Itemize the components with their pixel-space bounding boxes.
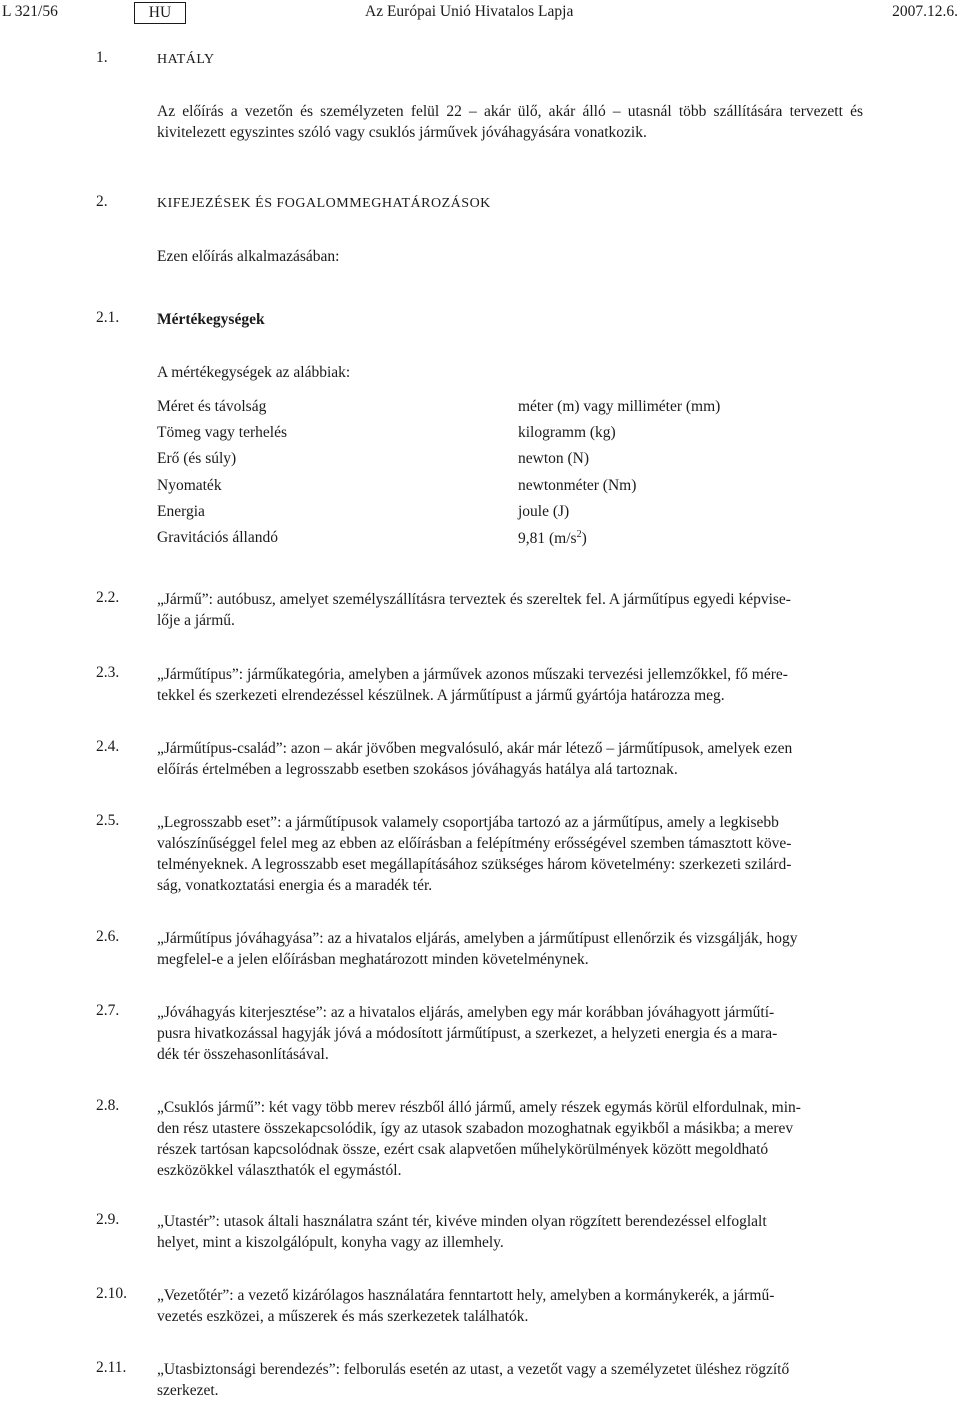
definition-number: 2.11.: [96, 1359, 127, 1376]
text-line: den rész utastere összekapcsolódik, így az utasok szabadon mozoghatnak egyikből a másikba; a merev: [157, 1120, 794, 1137]
page-header: [0, 3, 960, 25]
text-line: „Jóváhagyás kiterjesztése”: az a hivatalos eljárás, amelyben egy már korábban jóváhagyott járműtí-: [157, 1004, 775, 1021]
text-line: „Csuklós jármű”: két vagy több merev részből álló jármű, amely részek egymás körül elfordulnak, min-: [157, 1099, 801, 1116]
unit-row: [157, 529, 857, 555]
unit-value: joule (J): [518, 502, 570, 520]
definition-text: [157, 1211, 863, 1253]
text-line: „Utastér”: utasok általi használatra szánt tér, kivéve minden olyan rögzített berendezéssel elfoglalt: [157, 1213, 767, 1230]
definition-text: [157, 812, 863, 896]
unit-label: Erő (és súly): [157, 450, 237, 468]
text-line: „Járműtípus-család”: azon – akár jövőben megvalósuló, akár már létező – járműtípusok, amelyek ezen: [157, 740, 793, 757]
definition-text: [157, 1285, 863, 1327]
section-intro: Ezen előírás alkalmazásában:: [157, 248, 340, 265]
text-line: „Jármű”: autóbusz, amelyet személyszállításra terveztek és szereltek fel. A járműtípus egyedi képvise-: [157, 591, 791, 608]
definition-number: 2.4.: [96, 738, 120, 755]
section-number: 2.: [96, 193, 108, 210]
text-line: részek tartósan kapcsolódnak össze, ezért csak alapvetően műhelykörülmények között megoldható: [157, 1141, 769, 1158]
text-line: „Utasbiztonsági berendezés”: felborulás esetén az utast, a vezetőt vagy a személyzetet üléshez rögzítő: [157, 1361, 790, 1378]
paragraph: Az előírás a vezetőn és személyzeten felül 22 – akár ülő, akár álló – utasnál több szállítására tervezett és kivitelezett egyszintes szóló vagy csuklós járművek jóváhagyására vonatkozik.: [157, 103, 863, 141]
definition-text: [157, 928, 863, 970]
section-title: KIFEJEZÉSEK ÉS FOGALOMMEGHATÁROZÁSOK: [157, 196, 491, 211]
unit-value: méter (m) vagy milliméter (mm): [518, 398, 721, 415]
text-line: „Járműtípus”: járműkategória, amelyben a járművek azonos műszaki tervezési jellemzőkkel, fő mére-: [157, 666, 788, 683]
unit-label: Méret és távolság: [157, 398, 267, 415]
page-number: L 321/56: [2, 3, 58, 20]
definition-text: [157, 1002, 863, 1065]
text-line: telményeknek. A legrosszabb eset megállapításához szükséges három követelmény: szerkezeti szilárd-: [157, 856, 792, 873]
subsection-number: 2.1.: [96, 309, 120, 326]
unit-label: Energia: [157, 502, 205, 520]
text-line: eszközökkel választhatók el egymástól.: [157, 1162, 402, 1179]
definition-number: 2.7.: [96, 1002, 120, 1019]
text-line: pusra hivatkozással hagyják jóvá a módosított járműtípust, a szerkezet, a helyzeti energia és a mara-: [157, 1025, 778, 1042]
text-line: megfelel-e a jelen előírásban meghatározott minden követelménynek.: [157, 951, 589, 968]
unit-value: kilogramm (kg): [518, 424, 616, 442]
definition-number: 2.8.: [96, 1097, 120, 1114]
unit-value: newton (N): [518, 450, 590, 468]
section-number: 1.: [96, 49, 108, 66]
definition-number: 2.10.: [96, 1285, 127, 1302]
unit-row: [157, 477, 857, 503]
text-line: helyet, mint a kiszolgálópult, konyha vagy az illemhely.: [157, 1234, 504, 1251]
subsection-intro: A mértékegységek az alábbiak:: [157, 364, 351, 381]
unit-label: Nyomaték: [157, 476, 222, 494]
publication-date: 2007.12.6.: [892, 3, 958, 20]
text-line: „Legrosszabb eset”: a járműtípusok valamely csoportjába tartozó az a járműtípus, amely a legkisebb: [157, 814, 779, 831]
definition-number: 2.3.: [96, 664, 120, 681]
subsection-title: Mértékegységek: [157, 311, 265, 328]
language-badge: HU: [134, 2, 186, 24]
definition-number: 2.9.: [96, 1211, 120, 1228]
text-line: lője a jármű.: [157, 612, 235, 629]
unit-value: 9,81 (m/s: [518, 529, 577, 547]
journal-title: Az Európai Unió Hivatalos Lapja: [365, 3, 574, 20]
unit-row: [157, 398, 857, 424]
definition-number: 2.2.: [96, 589, 120, 606]
text-line: „Vezetőtér”: a vezető kizárólagos használatára fenntartott hely, amelyben a kormánykerék, a jármű-: [157, 1287, 775, 1304]
text-line: valószínűséggel felel meg az ebben az előírásban a felépítmény erősségével szemben támasztott köve-: [157, 835, 792, 852]
text-line: szerkezet.: [157, 1382, 219, 1399]
section-title: HATÁLY: [157, 52, 215, 67]
text-line: „Járműtípus jóváhagyása”: az a hivatalos eljárás, amelyben a járműtípust ellenőrzik és vizsgálják, hogy: [157, 930, 798, 947]
unit-label: Tömeg vagy terhelés: [157, 424, 287, 442]
unit-row: [157, 450, 857, 476]
unit-value-end: ): [581, 529, 587, 547]
definition-text: [157, 738, 863, 780]
definition-text: [157, 664, 863, 706]
section-body: [157, 101, 863, 143]
definition-text: [157, 1359, 863, 1401]
unit-row: [157, 424, 857, 450]
text-line: dék tér összehasonlításával.: [157, 1046, 329, 1063]
unit-value: newtonméter (Nm): [518, 476, 637, 494]
units-table: [157, 398, 857, 555]
text-line: vezetés eszközei, a műszerek és más szerkezetek találhatók.: [157, 1308, 529, 1325]
definition-number: 2.6.: [96, 928, 120, 945]
unit-label: Gravitációs állandó: [157, 528, 278, 546]
definition-text: [157, 1097, 863, 1181]
text-line: tekkel és szerkezeti elrendezéssel készülnek. A járműtípust a jármű gyártója határozza meg.: [157, 687, 725, 704]
definition-number: 2.5.: [96, 812, 120, 829]
unit-value-group: [518, 529, 587, 548]
unit-row: [157, 503, 857, 529]
text-line: előírás értelmében a legrosszabb esetben szokásos jóváhagyás hatálya alá tartoznak.: [157, 761, 678, 778]
definition-text: [157, 589, 863, 631]
unit-superscript: 2: [576, 528, 582, 540]
text-line: ság, vonatkoztatási energia és a maradék tér.: [157, 877, 433, 894]
